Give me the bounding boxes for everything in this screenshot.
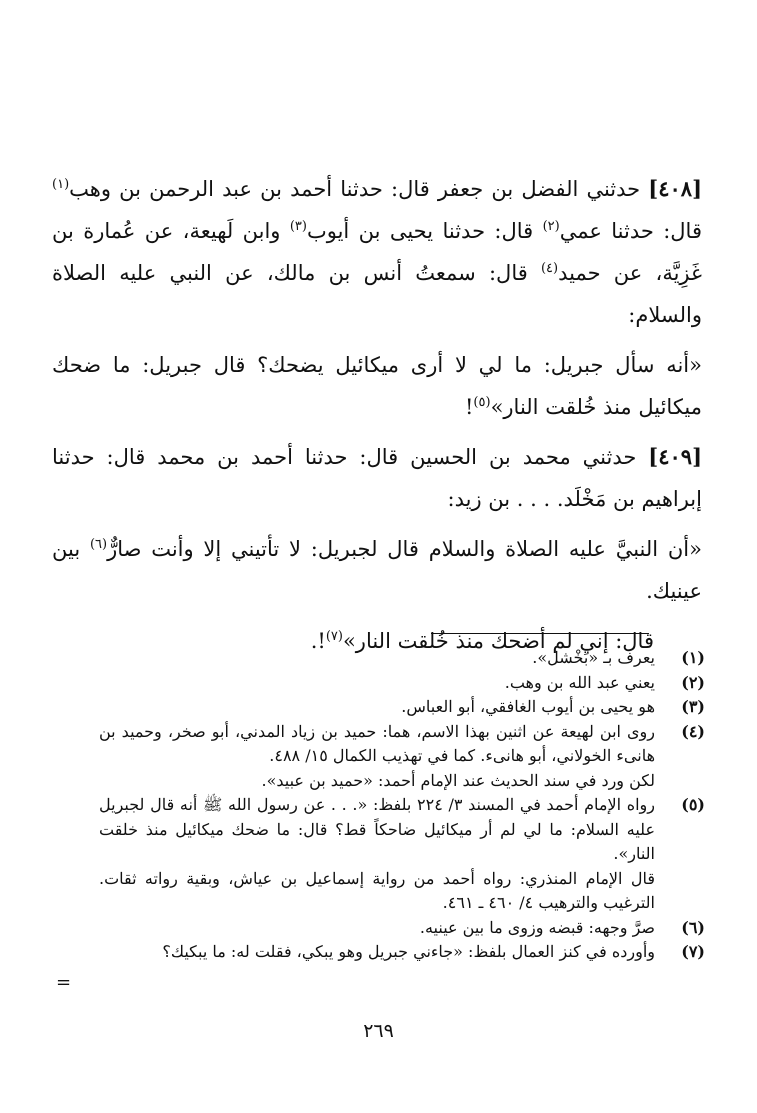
footnote-number: (٧) <box>681 942 705 961</box>
footnote <box>99 940 705 965</box>
footnote-ref: (٥) <box>473 395 491 410</box>
hadith-408-matn: «أنه سأل جبريل: ما لي لا أرى ميكائيل يضحك؟ قال جبريل: ما ضحك ميكائيل منذ خُلقت النار»$^{(٥)}$! <box>52 353 702 419</box>
hadith-409-reply: قال: إني لم أضحك منذ خُلقت النار»$^{(٧)}$!. <box>310 629 654 653</box>
hadith-408-isnad: [٤٠٨] حدثني الفضل بن جعفر قال: حدثنا أحمد بن عبد الرحمن بن وهب$^{(١)}$ قال: حدثنا عمي$^{(٢)}$ قال: حدثنا يحيى بن أيوب$^{(٣)}$ وابن لَهيعة، عن عُمارة بن غَزِيَّة، عن حميد$^{(٤)}$ قال: سمعتُ أنس بن مالك، عن النبي عليه الصلاة والسلام: <box>52 176 702 327</box>
footnote-text: يعرف بـ «بَخْشل». <box>532 648 655 667</box>
footnote-ref: (٧) <box>325 629 343 644</box>
footnote <box>99 671 705 696</box>
hadith-409-matn: «أن النبيَّ عليه الصلاة والسلام قال لجبريل: لا تأتيني إلا وأنت صارٌّ$^{(٦)}$ بين عينيك. <box>52 537 702 603</box>
footnote-number: (٥) <box>681 795 705 814</box>
footnote-text: لكن ورد في سند الحديث عند الإمام أحمد: «حميد بن عبيد». <box>261 770 655 790</box>
footnote-text: روى ابن لهيعة عن اثنين بهذا الاسم، هما: حميد بن زياد المدني، أبو صخر، وحميد بن هانىء الخولاني، أبو هانىء. كما في تهذيب الكمال ١٥/ ٤٨٨. <box>99 721 655 765</box>
footnote-number: (٢) <box>681 672 705 692</box>
footnote-text: هو يحيى بن أيوب الغافقي، أبو العباس. <box>401 697 655 716</box>
footnote <box>99 720 705 794</box>
page-number: ٢٦٩ <box>363 1020 394 1042</box>
footnote-text: رواه الإمام أحمد في المسند ٣/ ٢٢٤ بلفظ: «. . . عن رسول الله ﷺ أنه قال لجبريل عليه السلام: ما لي لم أر ميكائيل ضاحكاً قط؟ قال: ما ضحك ميكائيل منذ خلقت النار». <box>99 795 655 863</box>
footnote-ref: (٤) <box>540 261 559 276</box>
footnote-number: (١) <box>681 648 705 667</box>
footnote <box>99 793 705 916</box>
footnote-number: (٣) <box>681 697 705 716</box>
footnote-ref: (٣) <box>289 219 307 234</box>
hadith-409-isnad: [٤٠٩] حدثني محمد بن الحسين قال: حدثنا أحمد بن محمد قال: حدثنا إبراهيم بن مَخْلَد. . . . بن زيد: <box>52 444 702 511</box>
main-text <box>52 168 702 662</box>
footnote-text: وأورده في كنز العمال بلفظ: «جاءني جبريل وهو يبكي، فقلت له: ما يبكيك؟ <box>162 942 655 961</box>
footnote-ref: (٢) <box>542 219 560 234</box>
continuation-mark: = <box>56 972 72 993</box>
hadith-number: [٤٠٨] <box>648 176 702 201</box>
footnote <box>99 695 705 720</box>
footnote-number: (٤) <box>681 721 705 741</box>
footnote-number: (٦) <box>681 917 705 937</box>
footnotes <box>99 646 705 965</box>
footnote-text: صرَّ وجهه: قبضه وزوى ما بين عينيه. <box>419 917 655 937</box>
footnote-ref: (٦) <box>89 537 108 552</box>
footnote-separator <box>431 633 649 634</box>
footnote-text: قال الإمام المنذري: رواه أحمد من رواية إسماعيل بن عياش، وبقية رواته ثقات. الترغيب والترهيب ٤/ ٤٦٠ ـ ٤٦١. <box>99 868 655 912</box>
hadith-number: [٤٠٩] <box>648 444 702 469</box>
footnote-text: يعني عبد الله بن وهب. <box>504 672 655 692</box>
footnote <box>99 646 705 671</box>
footnote <box>99 916 705 941</box>
footnote-ref: (١) <box>52 177 70 192</box>
